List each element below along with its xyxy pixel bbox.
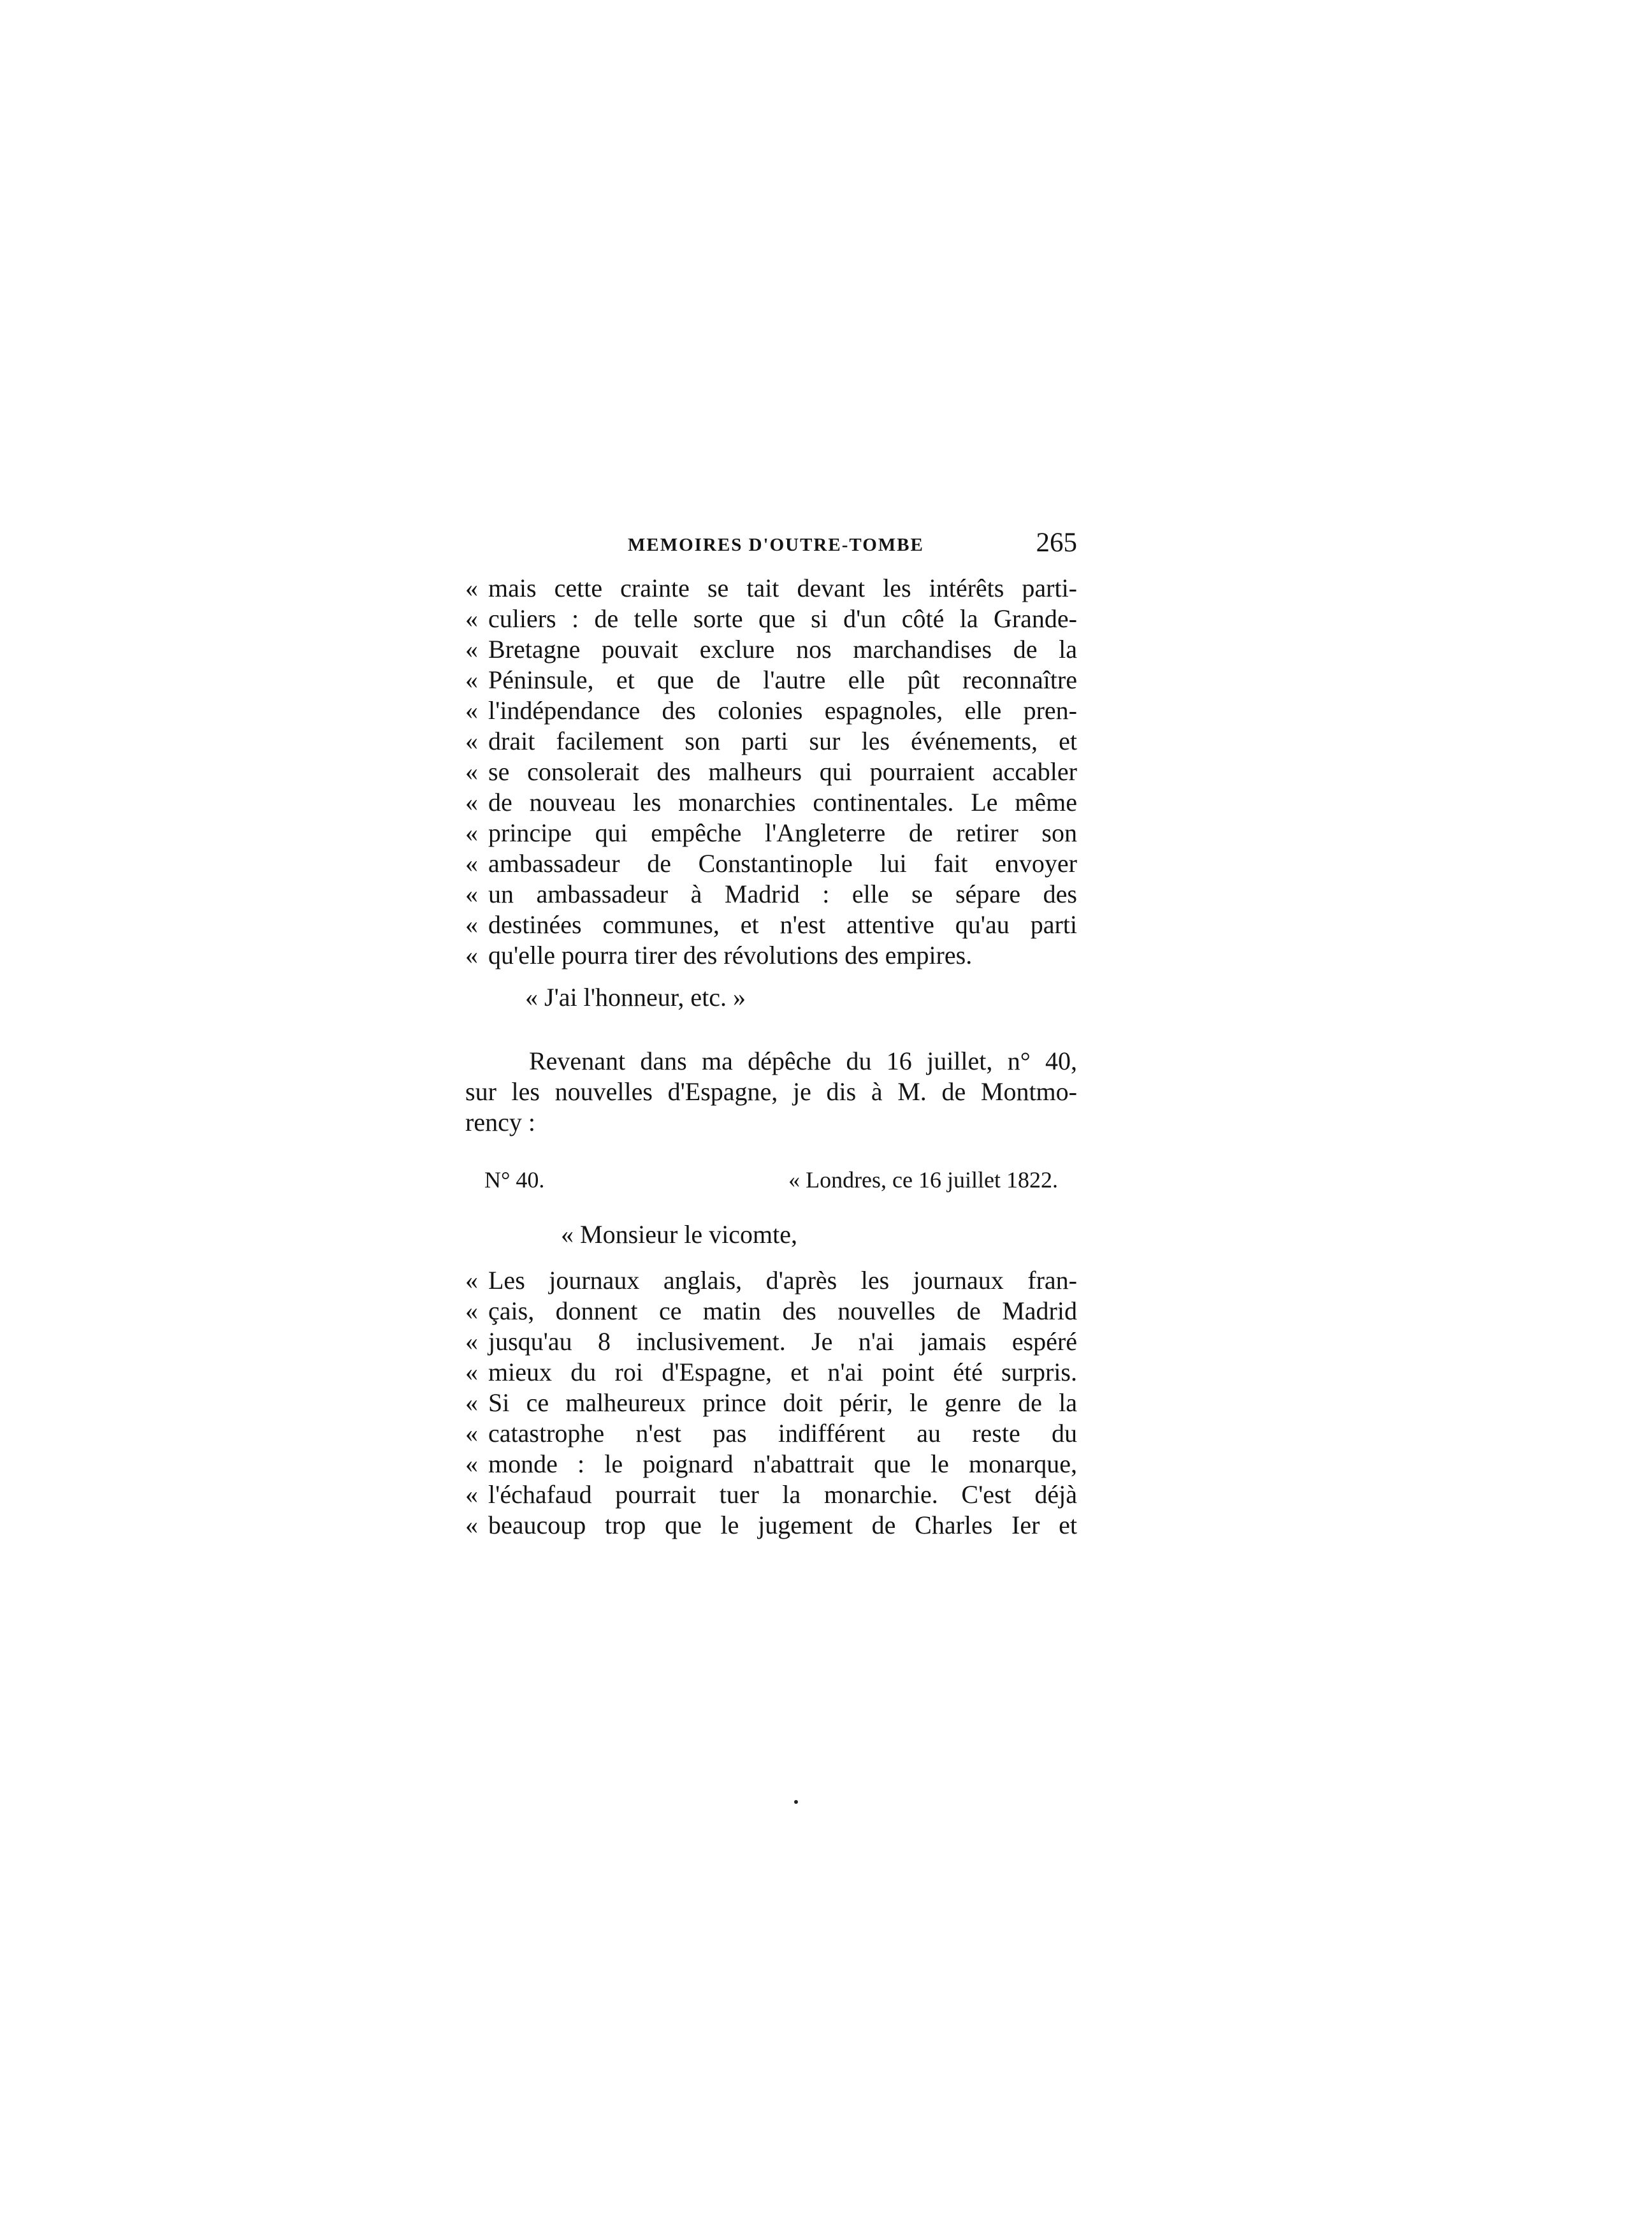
quote-mark: « [465, 1449, 478, 1478]
text-line [465, 1356, 1077, 1388]
text-line [465, 909, 1077, 941]
text-line [465, 725, 1077, 757]
quote-mark: « [465, 665, 478, 694]
text-line [465, 848, 1077, 880]
line-text: Les journaux anglais, d'après les journaux fran- [488, 1266, 1077, 1295]
line-text: un ambassadeur à Madrid : elle se sépare des [488, 880, 1077, 908]
text-line [465, 756, 1077, 788]
text-line [465, 664, 1077, 696]
quote-mark: « [465, 1388, 478, 1417]
line-text: culiers : de telle sorte que si d'un côté la Grande- [488, 604, 1077, 633]
line-text: monde : le poignard n'abattrait que le monarque, [488, 1449, 1077, 1478]
dispatch-place-date: « Londres, ce 16 juillet 1822. [788, 1167, 1058, 1193]
running-title: MEMOIRES D'OUTRE-TOMBE [628, 535, 924, 555]
line-text: Si ce malheureux prince doit périr, le genre de la [488, 1388, 1077, 1417]
page-number: 265 [1036, 528, 1077, 558]
quote-mark: « [465, 727, 478, 755]
quote-mark: « [465, 1296, 478, 1325]
line-text: Péninsule, et que de l'autre elle pût reconnaître [488, 665, 1077, 694]
quote-mark: « [465, 849, 478, 878]
letter-closing: « J'ai l'honneur, etc. » [525, 983, 746, 1012]
quote-mark: « [465, 604, 478, 633]
line-text: se consolerait des malheurs qui pourraient accabler [488, 757, 1077, 786]
line-text: principe qui empêche l'Angleterre de retirer son [488, 818, 1077, 847]
text-line [465, 1479, 1077, 1511]
dispatch-salutation: « Monsieur le vicomte, [561, 1220, 798, 1249]
quote-mark: « [465, 880, 478, 908]
line-text: l'indépendance des colonies espagnoles, elle pren- [488, 696, 1077, 725]
text-line [465, 1509, 1077, 1541]
line-text: beaucoup trop que le jugement de Charles Ier et [488, 1511, 1077, 1539]
quote-mark: « [465, 757, 478, 786]
line-text: l'échafaud pourrait tuer la monarchie. C'est déjà [488, 1480, 1077, 1509]
line-text: Bretagne pouvait exclure nos marchandises de la [488, 635, 1077, 664]
text-line [465, 1326, 1077, 1358]
text-line [465, 1387, 1077, 1419]
quote-mark: « [465, 1327, 478, 1356]
text-line [465, 1265, 1077, 1296]
line-text: ambassadeur de Constantinople lui fait envoyer [488, 849, 1077, 878]
quote-mark: « [465, 910, 478, 939]
line-text: drait facilement son parti sur les événements, et [488, 727, 1077, 755]
line-text: çais, donnent ce matin des nouvelles de Madrid [488, 1296, 1077, 1325]
quote-mark: « [465, 574, 478, 602]
quote-mark: « [465, 1511, 478, 1539]
quote-mark: « [465, 635, 478, 664]
quote-mark: « [465, 696, 478, 725]
text-line [465, 940, 1077, 971]
narrative-line: sur les nouvelles d'Espagne, je dis à M. de Montmo- [465, 1077, 1077, 1106]
line-text: mais cette crainte se tait devant les intérêts parti- [488, 574, 1077, 602]
text-line [465, 1418, 1077, 1449]
line-text: destinées communes, et n'est attentive qu'au parti [488, 910, 1077, 939]
narrative-line: Revenant dans ma dépêche du 16 juillet, n° 40, [529, 1047, 1077, 1075]
line-text: de nouveau les monarchies continentales. Le même [488, 788, 1077, 817]
text-line [465, 634, 1077, 665]
line-text: qu'elle pourra tirer des révolutions des empires. [488, 941, 973, 969]
line-text: mieux du roi d'Espagne, et n'ai point été surpris. [488, 1358, 1077, 1386]
quote-mark: « [465, 1480, 478, 1509]
text-line [465, 817, 1077, 849]
quote-mark: « [465, 941, 478, 969]
quote-mark: « [465, 788, 478, 817]
text-line [465, 572, 1077, 604]
text-line [465, 603, 1077, 635]
text-line [465, 1448, 1077, 1480]
dispatch-number: N° 40. [484, 1167, 545, 1193]
quote-mark: « [465, 1266, 478, 1295]
text-line [465, 787, 1077, 818]
text-line [465, 695, 1077, 727]
ink-speck [794, 1800, 798, 1804]
text-line [465, 1295, 1077, 1327]
quote-mark: « [465, 818, 478, 847]
narrative-line: rency : [465, 1108, 535, 1136]
dispatch-dateline [465, 1164, 1077, 1196]
line-text: catastrophe n'est pas indifférent au reste du [488, 1419, 1077, 1448]
running-head [465, 528, 1077, 570]
quote-mark: « [465, 1358, 478, 1386]
text-line [465, 878, 1077, 910]
line-text: jusqu'au 8 inclusivement. Je n'ai jamais espéré [488, 1327, 1077, 1356]
quote-mark: « [465, 1419, 478, 1448]
